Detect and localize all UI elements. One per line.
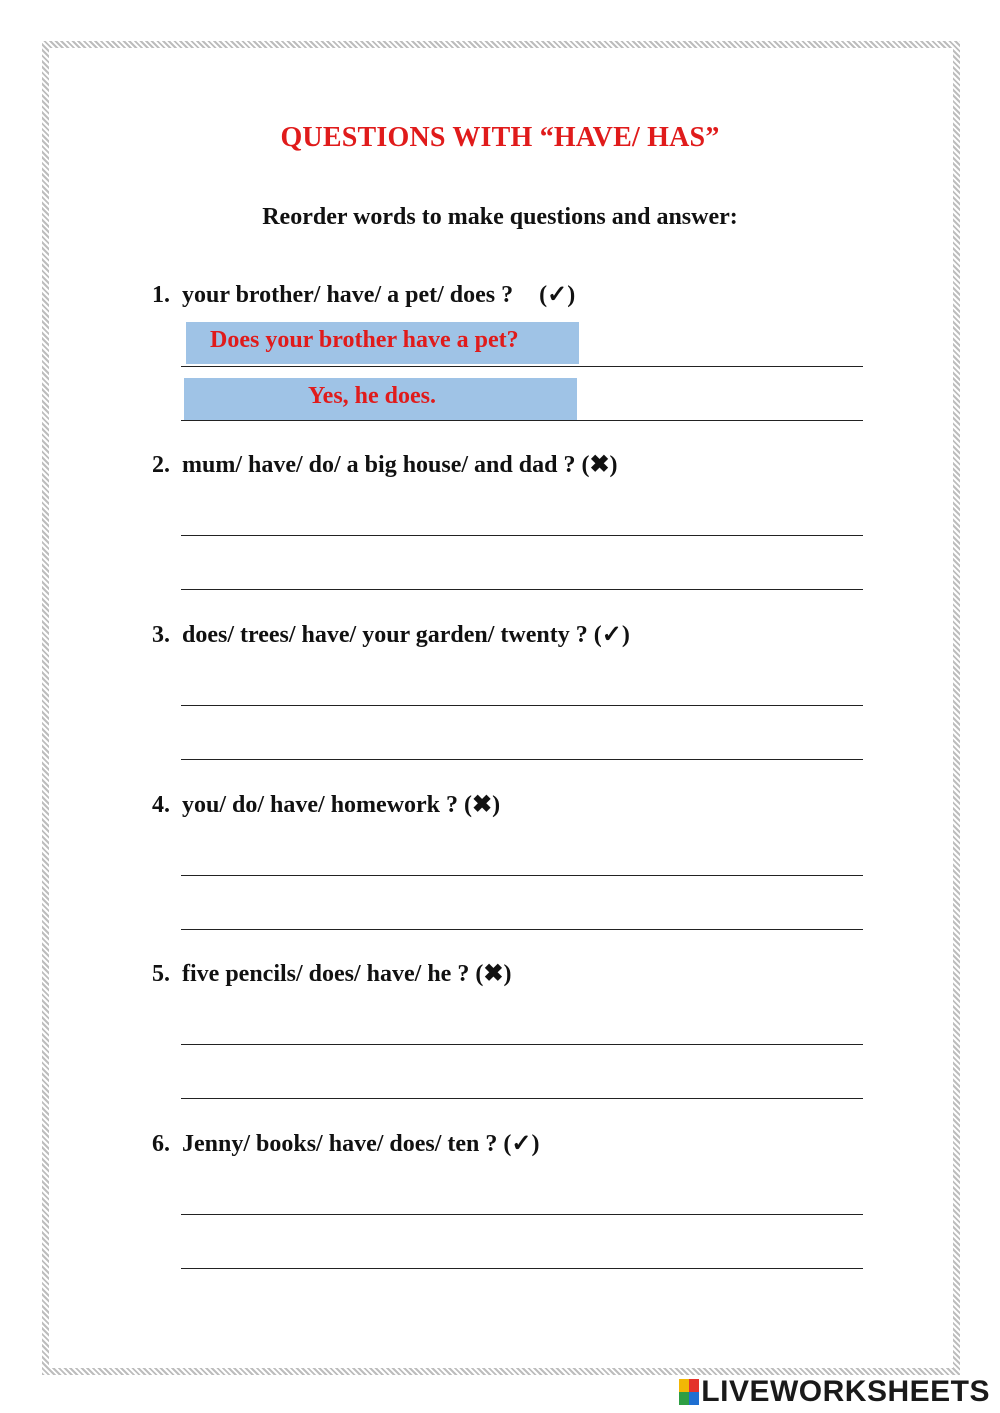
cross-mark-icon: (✖) [475, 961, 512, 987]
liveworksheets-logo [679, 1375, 990, 1409]
logo-text: LIVEWORKSHEETS [701, 1375, 990, 1408]
question-number: 1. [152, 282, 170, 308]
answer-line-2a[interactable] [181, 535, 863, 536]
question-5 [152, 959, 511, 988]
question-prompt: your brother/ have/ a pet/ does ? [182, 282, 514, 308]
answer-field-question-1[interactable]: Does your brother have a pet? [186, 322, 579, 364]
question-number: 3. [152, 622, 170, 648]
question-number: 4. [152, 792, 170, 818]
question-prompt: mum/ have/ do/ a big house/ and dad ? [182, 452, 576, 478]
liveworksheets-logo-icon [679, 1379, 699, 1405]
answer-line-1b [181, 420, 863, 421]
question-number: 2. [152, 452, 170, 478]
question-1 [152, 280, 575, 309]
answer-line-5a[interactable] [181, 1044, 863, 1045]
cross-mark-icon: (✖) [581, 452, 618, 478]
question-prompt: does/ trees/ have/ your garden/ twenty ? [182, 622, 588, 648]
answer-line-4a[interactable] [181, 875, 863, 876]
answer-line-6a[interactable] [181, 1214, 863, 1215]
question-2 [152, 450, 618, 479]
question-prompt: five pencils/ does/ have/ he ? [182, 961, 470, 987]
question-6 [152, 1129, 539, 1158]
question-number: 5. [152, 961, 170, 987]
answer-line-1a [181, 366, 863, 367]
worksheet-title: QUESTIONS WITH “HAVE/ HAS” [280, 122, 720, 153]
question-prompt: Jenny/ books/ have/ does/ ten ? [182, 1131, 498, 1157]
question-number: 6. [152, 1131, 170, 1157]
cross-mark-icon: (✖) [464, 792, 501, 818]
answer-line-3b[interactable] [181, 759, 863, 760]
answer-line-4b[interactable] [181, 929, 863, 930]
question-3 [152, 620, 630, 649]
page-border [42, 41, 960, 1375]
answer-line-3a[interactable] [181, 705, 863, 706]
answer-line-5b[interactable] [181, 1098, 863, 1099]
instructions: Reorder words to make questions and answer: [262, 204, 738, 230]
check-mark-icon: (✓) [593, 622, 630, 648]
question-4 [152, 790, 500, 819]
check-mark-icon: (✓) [503, 1131, 540, 1157]
question-prompt: you/ do/ have/ homework ? [182, 792, 459, 818]
check-mark-icon: (✓) [539, 282, 576, 308]
answer-line-2b[interactable] [181, 589, 863, 590]
answer-field-reply-1[interactable]: Yes, he does. [184, 378, 577, 420]
answer-line-6b[interactable] [181, 1268, 863, 1269]
